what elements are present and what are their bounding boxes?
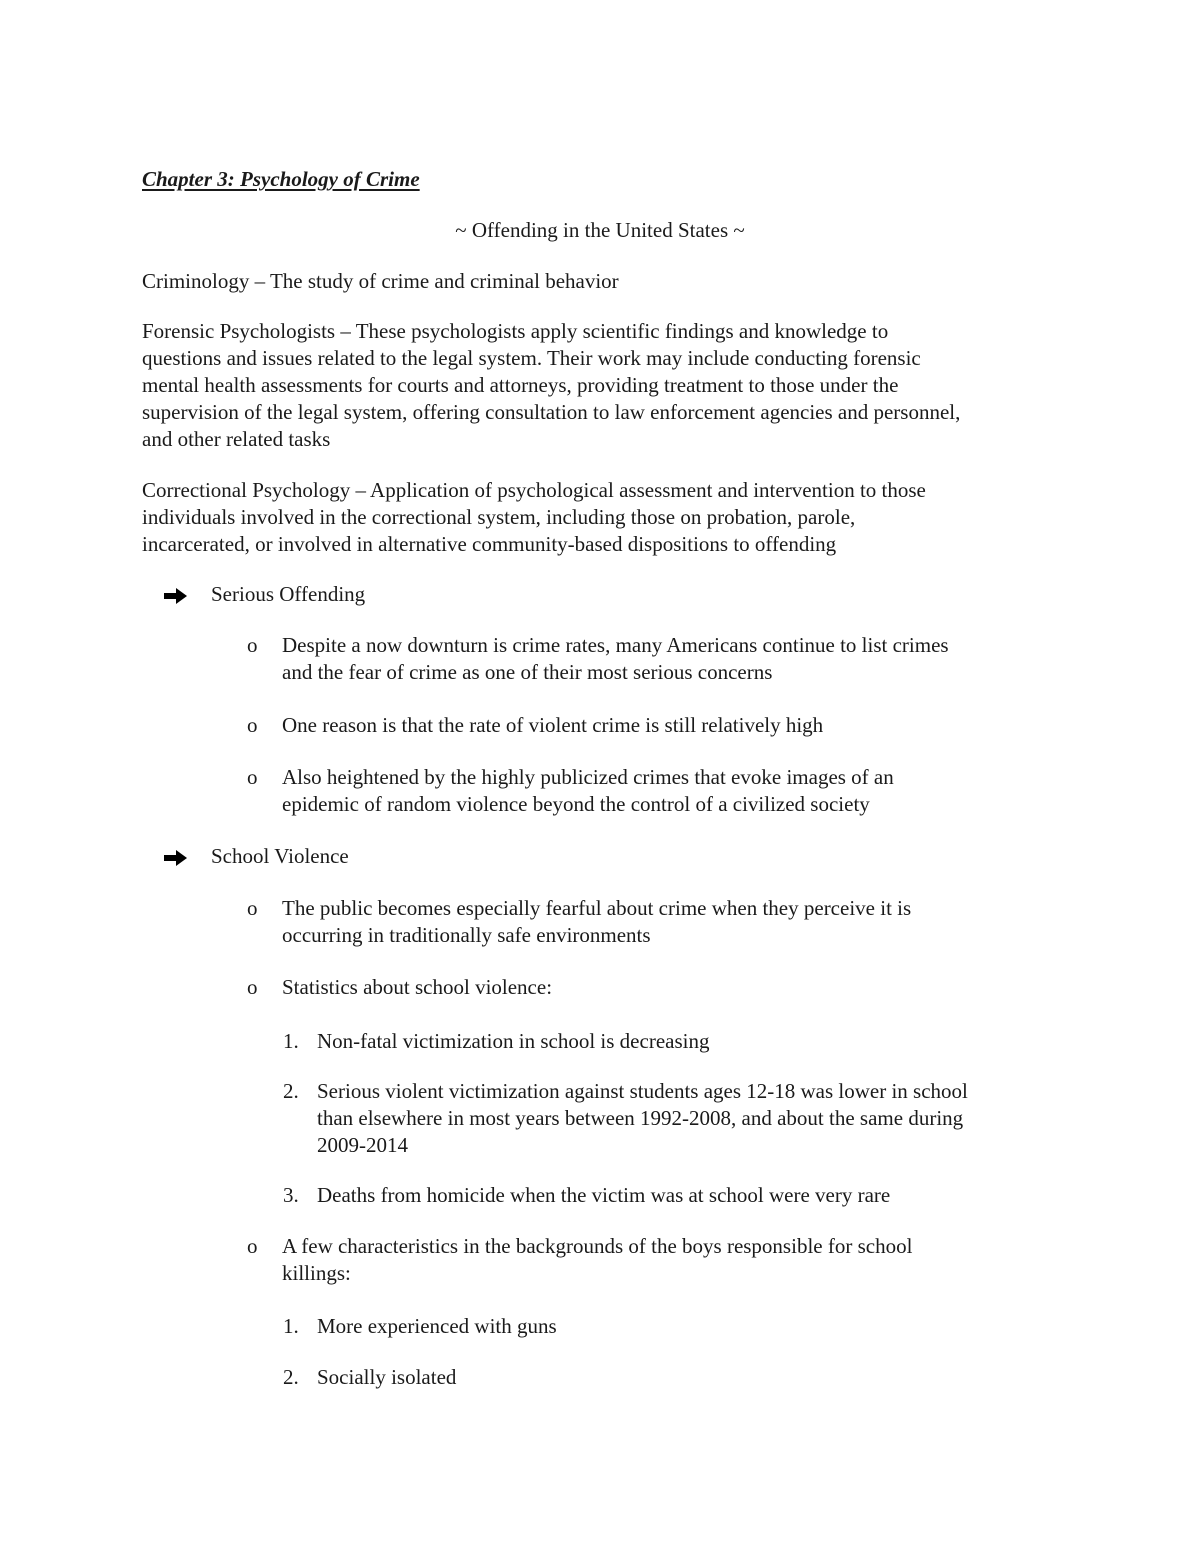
list-item-line: Also heightened by the highly publicized crimes that evoke images of an (282, 765, 894, 789)
section-heading-serious-offending (163, 581, 365, 608)
definition-forensic-psychologists (142, 318, 1072, 453)
right-arrow-icon (163, 586, 189, 606)
section-heading-label: Serious Offending (211, 582, 366, 606)
numbered-item-line: Non-fatal victimization in school is decreasing (317, 1029, 710, 1053)
list-item-line: Despite a now downturn is crime rates, many Americans continue to list crimes (282, 633, 949, 657)
chapter-title: Chapter 3: Psychology of Crime (142, 167, 420, 191)
numbered-item-line: Deaths from homicide when the victim was at school were very rare (317, 1183, 891, 1207)
number-marker: 1. (283, 1029, 299, 1053)
list-item-line: The public becomes especially fearful about crime when they perceive it is (282, 896, 912, 920)
definition-line: questions and issues related to the legal system. Their work may include conducting forensic (142, 346, 921, 370)
bullet-marker: o (247, 896, 258, 920)
bullet-marker: o (247, 1234, 258, 1258)
definition-line: supervision of the legal system, offering consultation to law enforcement agencies and personnel, (142, 400, 961, 424)
definition-line: Criminology – The study of crime and criminal behavior (142, 269, 619, 293)
list-item-line: One reason is that the rate of violent crime is still relatively high (282, 713, 824, 737)
definition-line: Correctional Psychology – Application of psychological assessment and intervention to those (142, 478, 926, 502)
number-marker: 3. (283, 1183, 299, 1207)
list-item-line: epidemic of random violence beyond the control of a civilized society (282, 792, 870, 816)
numbered-item-line: 2009-2014 (317, 1133, 408, 1157)
definition-criminology (142, 268, 1072, 295)
list-item-line: occurring in traditionally safe environments (282, 923, 651, 947)
section-subtitle: ~ Offending in the United States ~ (455, 218, 745, 242)
definition-line: Forensic Psychologists – These psychologists apply scientific findings and knowledge to (142, 319, 889, 343)
number-marker: 1. (283, 1314, 299, 1338)
list-item-line: A few characteristics in the backgrounds of the boys responsible for school (282, 1234, 913, 1258)
numbered-item-line: Socially isolated (317, 1365, 457, 1389)
list-item-line: and the fear of crime as one of their most serious concerns (282, 660, 773, 684)
section-heading-school-violence (163, 843, 349, 870)
section-heading-label: School Violence (211, 844, 349, 868)
definition-correctional-psychology (142, 477, 1072, 558)
numbered-item-line: More experienced with guns (317, 1314, 557, 1338)
definition-line: mental health assessments for courts and attorneys, providing treatment to those under the (142, 373, 899, 397)
bullet-marker: o (247, 975, 258, 999)
definition-line: individuals involved in the correctional system, including those on probation, parole, (142, 505, 856, 529)
bullet-marker: o (247, 713, 258, 737)
bullet-marker: o (247, 765, 258, 789)
right-arrow-icon (163, 848, 189, 868)
definition-line: and other related tasks (142, 427, 331, 451)
list-item-line: killings: (282, 1261, 351, 1285)
list-item-line: Statistics about school violence: (282, 975, 553, 999)
numbered-item-line: than elsewhere in most years between 1992-2008, and about the same during (317, 1106, 964, 1130)
number-marker: 2. (283, 1365, 299, 1389)
definition-line: incarcerated, or involved in alternative community-based dispositions to offending (142, 532, 837, 556)
numbered-item-line: Serious violent victimization against students ages 12-18 was lower in school (317, 1079, 968, 1103)
number-marker: 2. (283, 1079, 299, 1103)
bullet-marker: o (247, 633, 258, 657)
